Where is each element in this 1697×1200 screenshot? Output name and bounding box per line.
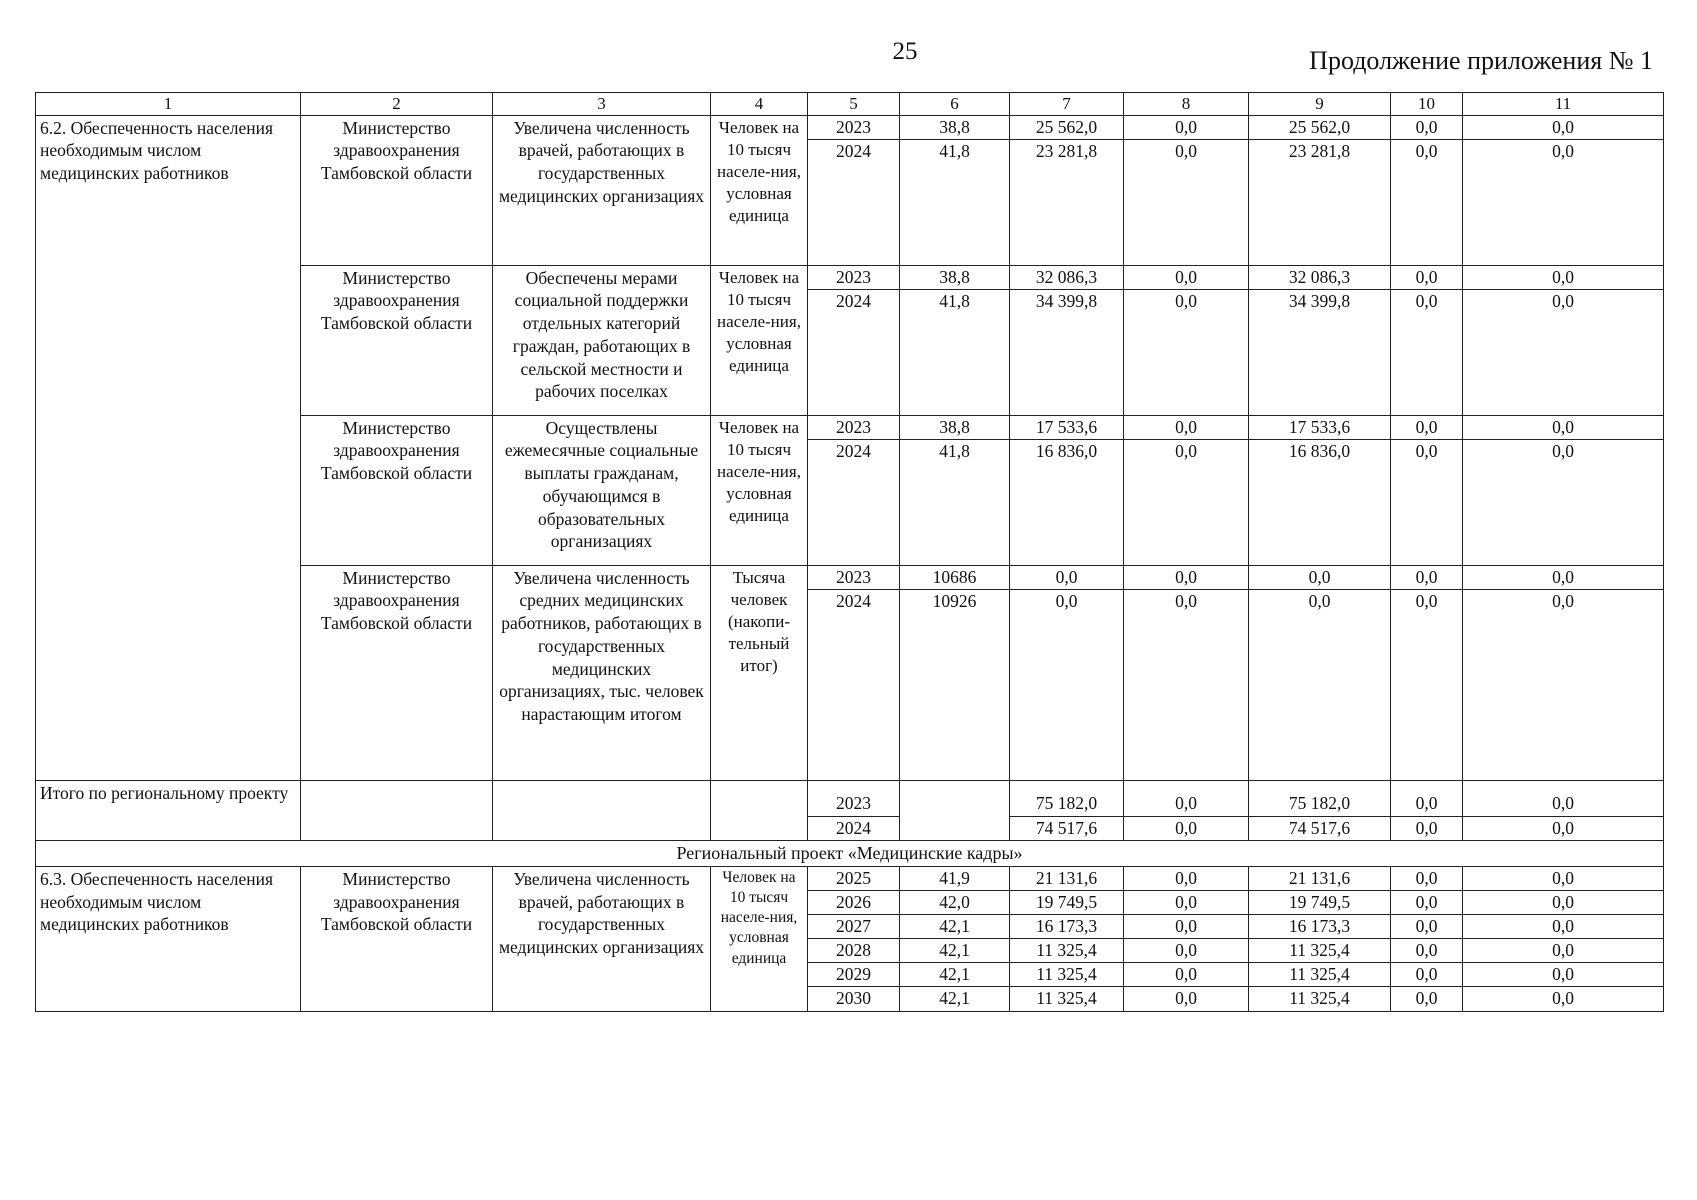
cell-c8 (1124, 565, 1249, 780)
cell-c6-value: 10686 (900, 566, 1009, 590)
cell-c8-value: 0,0 (1124, 915, 1248, 939)
cell-years-value: 2024 (836, 140, 871, 161)
cell-c6-value: 41,8 (939, 290, 970, 311)
cell-c8-value: 0,0 (1175, 140, 1197, 161)
cell-c10-value: 0,0 (1415, 590, 1438, 611)
cell-years (808, 265, 900, 415)
cell-c7-value: 16 173,3 (1010, 915, 1123, 939)
responsible-ministry: Министерство здравоохранения Тамбовской области (301, 565, 493, 780)
section-title-row (36, 840, 1664, 866)
cell-c7-value: 11 325,4 (1010, 939, 1123, 963)
cell-c6 (900, 866, 1010, 1011)
cell-c8-value: 0,0 (1124, 566, 1248, 590)
cell-c10-value: 0,0 (1391, 867, 1462, 891)
cell-c10-value: 0,0 (1391, 963, 1462, 987)
cell-c9 (1249, 565, 1391, 780)
cell-c10-value: 0,0 (1391, 266, 1462, 290)
cell-years-value: 2023 (808, 566, 899, 590)
cell-c9-value: 75 182,0 (1249, 791, 1390, 817)
indicator-name: 6.2. Обеспеченность населения необходимым числом медицинских работников (36, 115, 301, 780)
cell-c11 (1463, 565, 1664, 780)
indicator-name: 6.3. Обеспеченность населения необходимым числом медицинских работников (36, 866, 301, 1011)
cell-c9-value: 11 325,4 (1249, 939, 1390, 963)
cell-years-value: 2023 (808, 116, 899, 140)
cell-years (808, 415, 900, 565)
cell-c11-value: 0,0 (1463, 963, 1663, 987)
cell-c11-value: 0,0 (1552, 440, 1574, 461)
cell-c8 (1124, 115, 1249, 265)
column-header: 1 (36, 93, 301, 116)
measurement-unit: Человек на 10 тысяч населе-ния, условная единица (711, 265, 808, 415)
column-header: 8 (1124, 93, 1249, 116)
cell-c6 (900, 565, 1010, 780)
total-row (36, 780, 1664, 840)
cell-c7-value: 75 182,0 (1010, 791, 1123, 817)
cell-c8-value: 0,0 (1124, 266, 1248, 290)
cell-c11-value: 0,0 (1463, 867, 1663, 891)
cell-c6 (900, 265, 1010, 415)
cell-c6-value: 38,8 (900, 266, 1009, 290)
result-description: Увеличена численность врачей, работающих в государственных медицинских организациях (493, 115, 711, 265)
cell-c7-value: 16 836,0 (1035, 440, 1098, 461)
cell-c11-value: 0,0 (1552, 817, 1574, 838)
cell-c10-value: 0,0 (1415, 140, 1438, 161)
empty-cell (711, 780, 808, 840)
cell-c6-value: 41,8 (939, 440, 970, 461)
result-description: Увеличена численность средних медицинских работников, работающих в государственных медицинских организациях, тыс. человек нарастающим итогом (493, 565, 711, 780)
column-header: 3 (493, 93, 711, 116)
cell-c10 (1391, 565, 1463, 780)
appendix-table (35, 92, 1664, 1012)
cell-c11-value: 0,0 (1463, 116, 1663, 140)
cell-c10-value: 0,0 (1391, 915, 1462, 939)
responsible-ministry: Министерство здравоохранения Тамбовской области (301, 415, 493, 565)
column-header: 5 (808, 93, 900, 116)
cell-c11-value: 0,0 (1552, 290, 1574, 311)
column-header: 11 (1463, 93, 1664, 116)
cell-years-value: 2023 (808, 791, 899, 817)
cell-years-value: 2023 (808, 266, 899, 290)
cell-c10-value: 0,0 (1391, 566, 1462, 590)
cell-c10 (1391, 265, 1463, 415)
measurement-unit: Человек на 10 тысяч населе-ния, условная единица (711, 115, 808, 265)
cell-c11-value: 0,0 (1463, 891, 1663, 915)
empty-cell (493, 780, 711, 840)
cell-c6-value: 42,1 (900, 915, 1009, 939)
column-header: 7 (1010, 93, 1124, 116)
cell-c7 (1010, 780, 1124, 840)
result-description: Осуществлены ежемесячные социальные выплаты гражданам, обучающимся в образовательных организациях (493, 415, 711, 565)
cell-c8-value: 0,0 (1124, 867, 1248, 891)
cell-c8 (1124, 415, 1249, 565)
cell-c9-value: 74 517,6 (1288, 817, 1351, 838)
cell-years (808, 115, 900, 265)
cell-c8-value: 0,0 (1175, 440, 1197, 461)
cell-years-value: 2024 (836, 290, 871, 311)
cell-c11-value: 0,0 (1463, 266, 1663, 290)
cell-years-value: 2028 (808, 939, 899, 963)
cell-c9-value: 17 533,6 (1249, 416, 1390, 440)
cell-c8-value: 0,0 (1124, 791, 1248, 817)
cell-c6-value: 38,8 (900, 416, 1009, 440)
cell-c9 (1249, 415, 1391, 565)
empty-cell (301, 780, 493, 840)
cell-c11 (1463, 265, 1664, 415)
cell-c7-value: 0,0 (1010, 566, 1123, 590)
column-header: 9 (1249, 93, 1391, 116)
cell-years-value: 2027 (808, 915, 899, 939)
cell-years (808, 866, 900, 1011)
measurement-unit: Человек на 10 тысяч населе-ния, условная единица (711, 866, 808, 1011)
cell-c6-value: 42,1 (939, 987, 970, 1008)
cell-c6-value: 38,8 (900, 116, 1009, 140)
cell-c11-value: 0,0 (1463, 791, 1663, 817)
cell-years-value: 2024 (836, 817, 871, 838)
cell-c10-value: 0,0 (1415, 987, 1438, 1008)
cell-c10 (1391, 866, 1463, 1011)
cell-c9-value: 19 749,5 (1249, 891, 1390, 915)
cell-c9-value: 11 325,4 (1249, 963, 1390, 987)
cell-c7-value: 25 562,0 (1010, 116, 1123, 140)
cell-c10 (1391, 780, 1463, 840)
cell-c8-value: 0,0 (1175, 590, 1197, 611)
cell-c8-value: 0,0 (1175, 290, 1197, 311)
column-header: 2 (301, 93, 493, 116)
cell-c7-value: 21 131,6 (1010, 867, 1123, 891)
cell-c8 (1124, 265, 1249, 415)
cell-c7-value: 23 281,8 (1035, 140, 1098, 161)
cell-c10-value: 0,0 (1415, 440, 1438, 461)
column-header: 6 (900, 93, 1010, 116)
cell-c9 (1249, 265, 1391, 415)
cell-c9-value: 23 281,8 (1288, 140, 1351, 161)
appendix-continuation-title: Продолжение приложения № 1 (1309, 46, 1653, 75)
empty-cell (900, 780, 1010, 840)
cell-c10-value: 0,0 (1391, 791, 1462, 817)
cell-c7 (1010, 866, 1124, 1011)
cell-c7-value: 17 533,6 (1010, 416, 1123, 440)
cell-c7-value: 74 517,6 (1035, 817, 1098, 838)
cell-c7 (1010, 115, 1124, 265)
cell-years (808, 780, 900, 840)
cell-c9-value: 0,0 (1249, 566, 1390, 590)
cell-c11 (1463, 866, 1664, 1011)
cell-years-value: 2024 (836, 440, 871, 461)
column-header: 4 (711, 93, 808, 116)
cell-years-value: 2025 (808, 867, 899, 891)
measurement-unit: Тысяча человек (накопи-тельный итог) (711, 565, 808, 780)
cell-c8-value: 0,0 (1124, 416, 1248, 440)
cell-c11-value: 0,0 (1463, 915, 1663, 939)
cell-c10-value: 0,0 (1391, 891, 1462, 915)
cell-c7-value: 0,0 (1055, 590, 1078, 611)
cell-c7-value: 32 086,3 (1010, 266, 1123, 290)
cell-c7 (1010, 565, 1124, 780)
cell-c9 (1249, 780, 1391, 840)
responsible-ministry: Министерство здравоохранения Тамбовской области (301, 265, 493, 415)
cell-c6 (900, 415, 1010, 565)
cell-c6-value: 41,9 (900, 867, 1009, 891)
cell-c11 (1463, 415, 1664, 565)
cell-c6-value: 42,1 (900, 939, 1009, 963)
cell-years-value: 2026 (808, 891, 899, 915)
cell-years-value: 2029 (808, 963, 899, 987)
cell-c9-value: 32 086,3 (1249, 266, 1390, 290)
cell-c8-value: 0,0 (1124, 891, 1248, 915)
cell-c8-value: 0,0 (1175, 987, 1197, 1008)
cell-c9-value: 0,0 (1308, 590, 1331, 611)
cell-years (808, 565, 900, 780)
cell-c11-value: 0,0 (1552, 987, 1574, 1008)
cell-c11-value: 0,0 (1463, 939, 1663, 963)
cell-c9 (1249, 866, 1391, 1011)
result-description: Увеличена численность врачей, работающих в государственных медицинских организациях (493, 866, 711, 1011)
cell-c7-value: 19 749,5 (1010, 891, 1123, 915)
cell-c8-value: 0,0 (1124, 939, 1248, 963)
cell-c7-value: 11 325,4 (1010, 963, 1123, 987)
cell-c11-value: 0,0 (1552, 140, 1574, 161)
cell-years-value: 2030 (836, 987, 871, 1008)
cell-c11 (1463, 780, 1664, 840)
section-title: Региональный проект «Медицинские кадры» (36, 840, 1664, 866)
cell-c7 (1010, 265, 1124, 415)
cell-years-value: 2024 (836, 590, 871, 611)
cell-c9-value: 34 399,8 (1288, 290, 1351, 311)
cell-c9 (1249, 115, 1391, 265)
cell-c11 (1463, 115, 1664, 265)
result-description: Обеспечены мерами социальной поддержки отдельных категорий граждан, работающих в сельской местности и рабочих поселках (493, 265, 711, 415)
cell-c10-value: 0,0 (1415, 817, 1438, 838)
table-row (36, 866, 1664, 1011)
cell-c8 (1124, 866, 1249, 1011)
cell-c9-value: 16 836,0 (1288, 440, 1351, 461)
cell-c7-value: 11 325,4 (1036, 987, 1097, 1008)
cell-c6-value: 42,0 (900, 891, 1009, 915)
total-label: Итого по региональному проекту (36, 780, 301, 840)
responsible-ministry: Министерство здравоохранения Тамбовской области (301, 866, 493, 1011)
cell-c11-value: 0,0 (1463, 566, 1663, 590)
cell-c10-value: 0,0 (1391, 416, 1462, 440)
cell-c10 (1391, 415, 1463, 565)
measurement-unit: Человек на 10 тысяч населе-ния, условная единица (711, 415, 808, 565)
cell-c9-value: 21 131,6 (1249, 867, 1390, 891)
column-header: 10 (1391, 93, 1463, 116)
cell-c11-value: 0,0 (1463, 416, 1663, 440)
cell-c8 (1124, 780, 1249, 840)
cell-c7-value: 34 399,8 (1035, 290, 1098, 311)
cell-c10-value: 0,0 (1391, 116, 1462, 140)
cell-c11-value: 0,0 (1552, 590, 1574, 611)
cell-c10-value: 0,0 (1391, 939, 1462, 963)
cell-c8-value: 0,0 (1175, 817, 1197, 838)
cell-c8-value: 0,0 (1124, 963, 1248, 987)
cell-c8-value: 0,0 (1124, 116, 1248, 140)
page-number: 25 (892, 38, 918, 65)
cell-years-value: 2023 (808, 416, 899, 440)
header-row (36, 93, 1664, 116)
cell-c9-value: 16 173,3 (1249, 915, 1390, 939)
cell-c9-value: 25 562,0 (1249, 116, 1390, 140)
cell-c10 (1391, 115, 1463, 265)
cell-c9-value: 11 325,4 (1289, 987, 1350, 1008)
cell-c6-value: 42,1 (900, 963, 1009, 987)
cell-c10-value: 0,0 (1415, 290, 1438, 311)
responsible-ministry: Министерство здравоохранения Тамбовской области (301, 115, 493, 265)
cell-c6 (900, 115, 1010, 265)
cell-c6-value: 41,8 (939, 140, 970, 161)
cell-c6-value: 10926 (932, 590, 977, 611)
cell-c7 (1010, 415, 1124, 565)
table-row (36, 115, 1664, 265)
